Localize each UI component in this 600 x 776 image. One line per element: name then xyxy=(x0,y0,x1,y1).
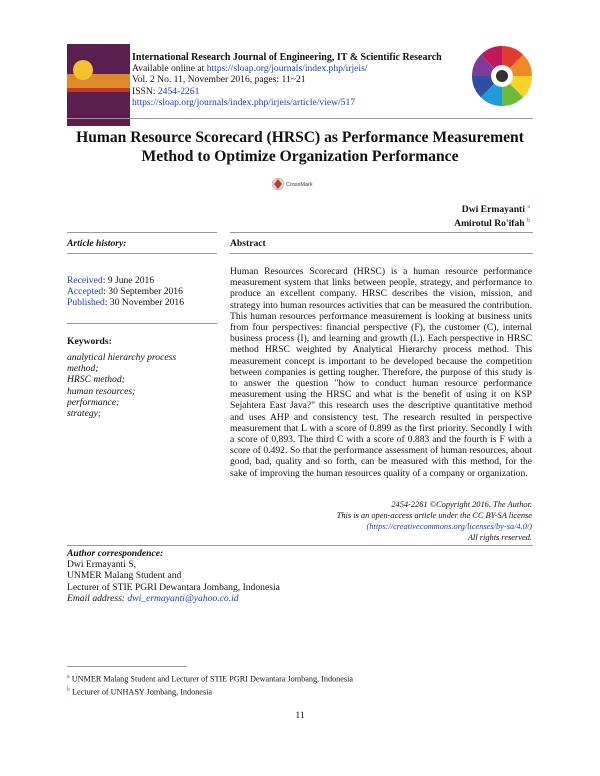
history-accepted: Accepted: 30 September 2016 xyxy=(67,286,183,298)
crossmark-badge[interactable] xyxy=(271,177,329,191)
page-number: 11 xyxy=(295,710,305,721)
abstract-heading: Abstract xyxy=(230,238,266,249)
issn: ISSN: 2454-2261 xyxy=(132,85,200,97)
correspondence-rule xyxy=(67,545,533,546)
footnote-rule xyxy=(67,666,187,667)
keyword-item: performance; xyxy=(67,396,120,408)
author-correspondence: Author correspondence: Dwi Ermayanti S, UNMER Malang Student and Lecturer of STIE PGRI Dewantara Jombang, Indonesia Email address: dwi_ermayanti@yahoo.co.id xyxy=(67,548,280,604)
footnote-a: $^a$ UNMER Malang Student and Lecturer of STIE PGRI Dewantara Jombang, Indonesia xyxy=(67,674,353,684)
email-line: Email address: dwi_ermayanti@yahoo.co.id xyxy=(67,592,239,604)
keyword-item: method; xyxy=(67,363,99,375)
journal-logo-wheel xyxy=(470,44,534,108)
history-published: Published: 30 November 2016 xyxy=(67,297,184,309)
journal-url-link[interactable]: https://sloap.org/journals/index.php/irjeis/ xyxy=(206,63,368,75)
left-col-top-rule xyxy=(67,232,217,233)
article-url-link[interactable]: https://sloap.org/journals/index.php/irjeis/article/view/517 xyxy=(132,96,356,108)
issn-link[interactable]: 2454-2261 xyxy=(157,85,200,97)
paper-title: Human Resource Scorecard (HRSC) as Performance Measurement Method to Optimize Organization Performance xyxy=(76,129,524,165)
keywords-top-rule xyxy=(67,323,217,324)
left-col-sub-rule xyxy=(67,253,217,254)
keyword-list xyxy=(67,352,207,419)
article-history xyxy=(67,275,184,309)
keyword-item: HRSC method; xyxy=(67,374,125,386)
author-2: Amirotul Ro'ifah $^b$ xyxy=(454,217,530,229)
keywords-heading: Keywords: xyxy=(67,336,112,347)
volume-info: Vol. 2 No. 11, November 2016, pages: 11~21 xyxy=(132,74,306,86)
email-link[interactable]: dwi_ermayanti@yahoo.co.id xyxy=(127,592,239,604)
keyword-item: analytical hierarchy process xyxy=(67,352,177,363)
keyword-item: human resources; xyxy=(67,385,136,397)
keyword-item: strategy; xyxy=(67,408,102,420)
journal-title: International Research Journal of Engineering, IT & Scientific Research xyxy=(132,52,442,63)
article-history-heading: Article history: xyxy=(67,238,127,249)
header-divider xyxy=(67,118,533,119)
right-col-top-rule xyxy=(230,232,533,233)
author-1: Dwi Ermayanti $^a$ xyxy=(461,204,530,216)
footnotes xyxy=(67,672,353,697)
license-link[interactable]: (https://creativecommons.org/licenses/by-sa/4.0/) xyxy=(366,522,532,531)
history-received: Received: 9 June 2016 xyxy=(67,275,155,286)
crossmark-label: CrossMark xyxy=(286,182,313,188)
journal-header xyxy=(132,52,472,108)
available-online: Available online at https://sloap.org/journals/index.php/irjeis/ xyxy=(132,63,368,75)
footnote-b: $^b$ Lecturer of UNHASY Jombang, Indonesia xyxy=(67,686,213,697)
copyright-notice: 2454-2261 ©Copyright 2016. The Author. This is an open-access article under the CC BY-SA license (https://creativecommons.org/licenses/by-sa/4.0/) All rights reserved. xyxy=(212,499,532,543)
correspondence-heading: Author correspondence: xyxy=(67,548,164,559)
right-col-sub-rule xyxy=(230,253,533,254)
author-list xyxy=(454,202,530,229)
abstract-body: Human Resources Scorecard (HRSC) is a human resource performance measurement system that links between people, strategy, and performance to produce an excellent company. HRSC describes the vision, mission, and strategy into human resources activities that can be measured the contribution. This human resources performance measurement is looking at business units from four perspectives: financial perspective (F), the customer (C), internal business process (I), and learning and growth (L). Each perspective in HRSC method HRSC weighted by Analytical Hierarchy process method. This measurement concept is important to be developed because the competition between companies is getting tougher. Therefore, the purpose of this study is to answer the question "how to conduct human resource performance measurement using the HRSC and what is the benefit of using it on KSP Sejahtera East Java?" this research uses the descriptive quantitative method and uses AHP and consistency test. The research resulted in perspective measurement that L with a score of 0.899 as the first priority. Secondly I with a score of 0,893. The third C with a score of 0.883 and the fourth is F with a score of 0.492. So that the performance assessment of human resources, about good, bad, quality and so forth, can be measured with this method, for the sake of improving the human resources quality of a company or organization. xyxy=(230,266,532,479)
journal-cover-thumbnail xyxy=(67,44,130,126)
